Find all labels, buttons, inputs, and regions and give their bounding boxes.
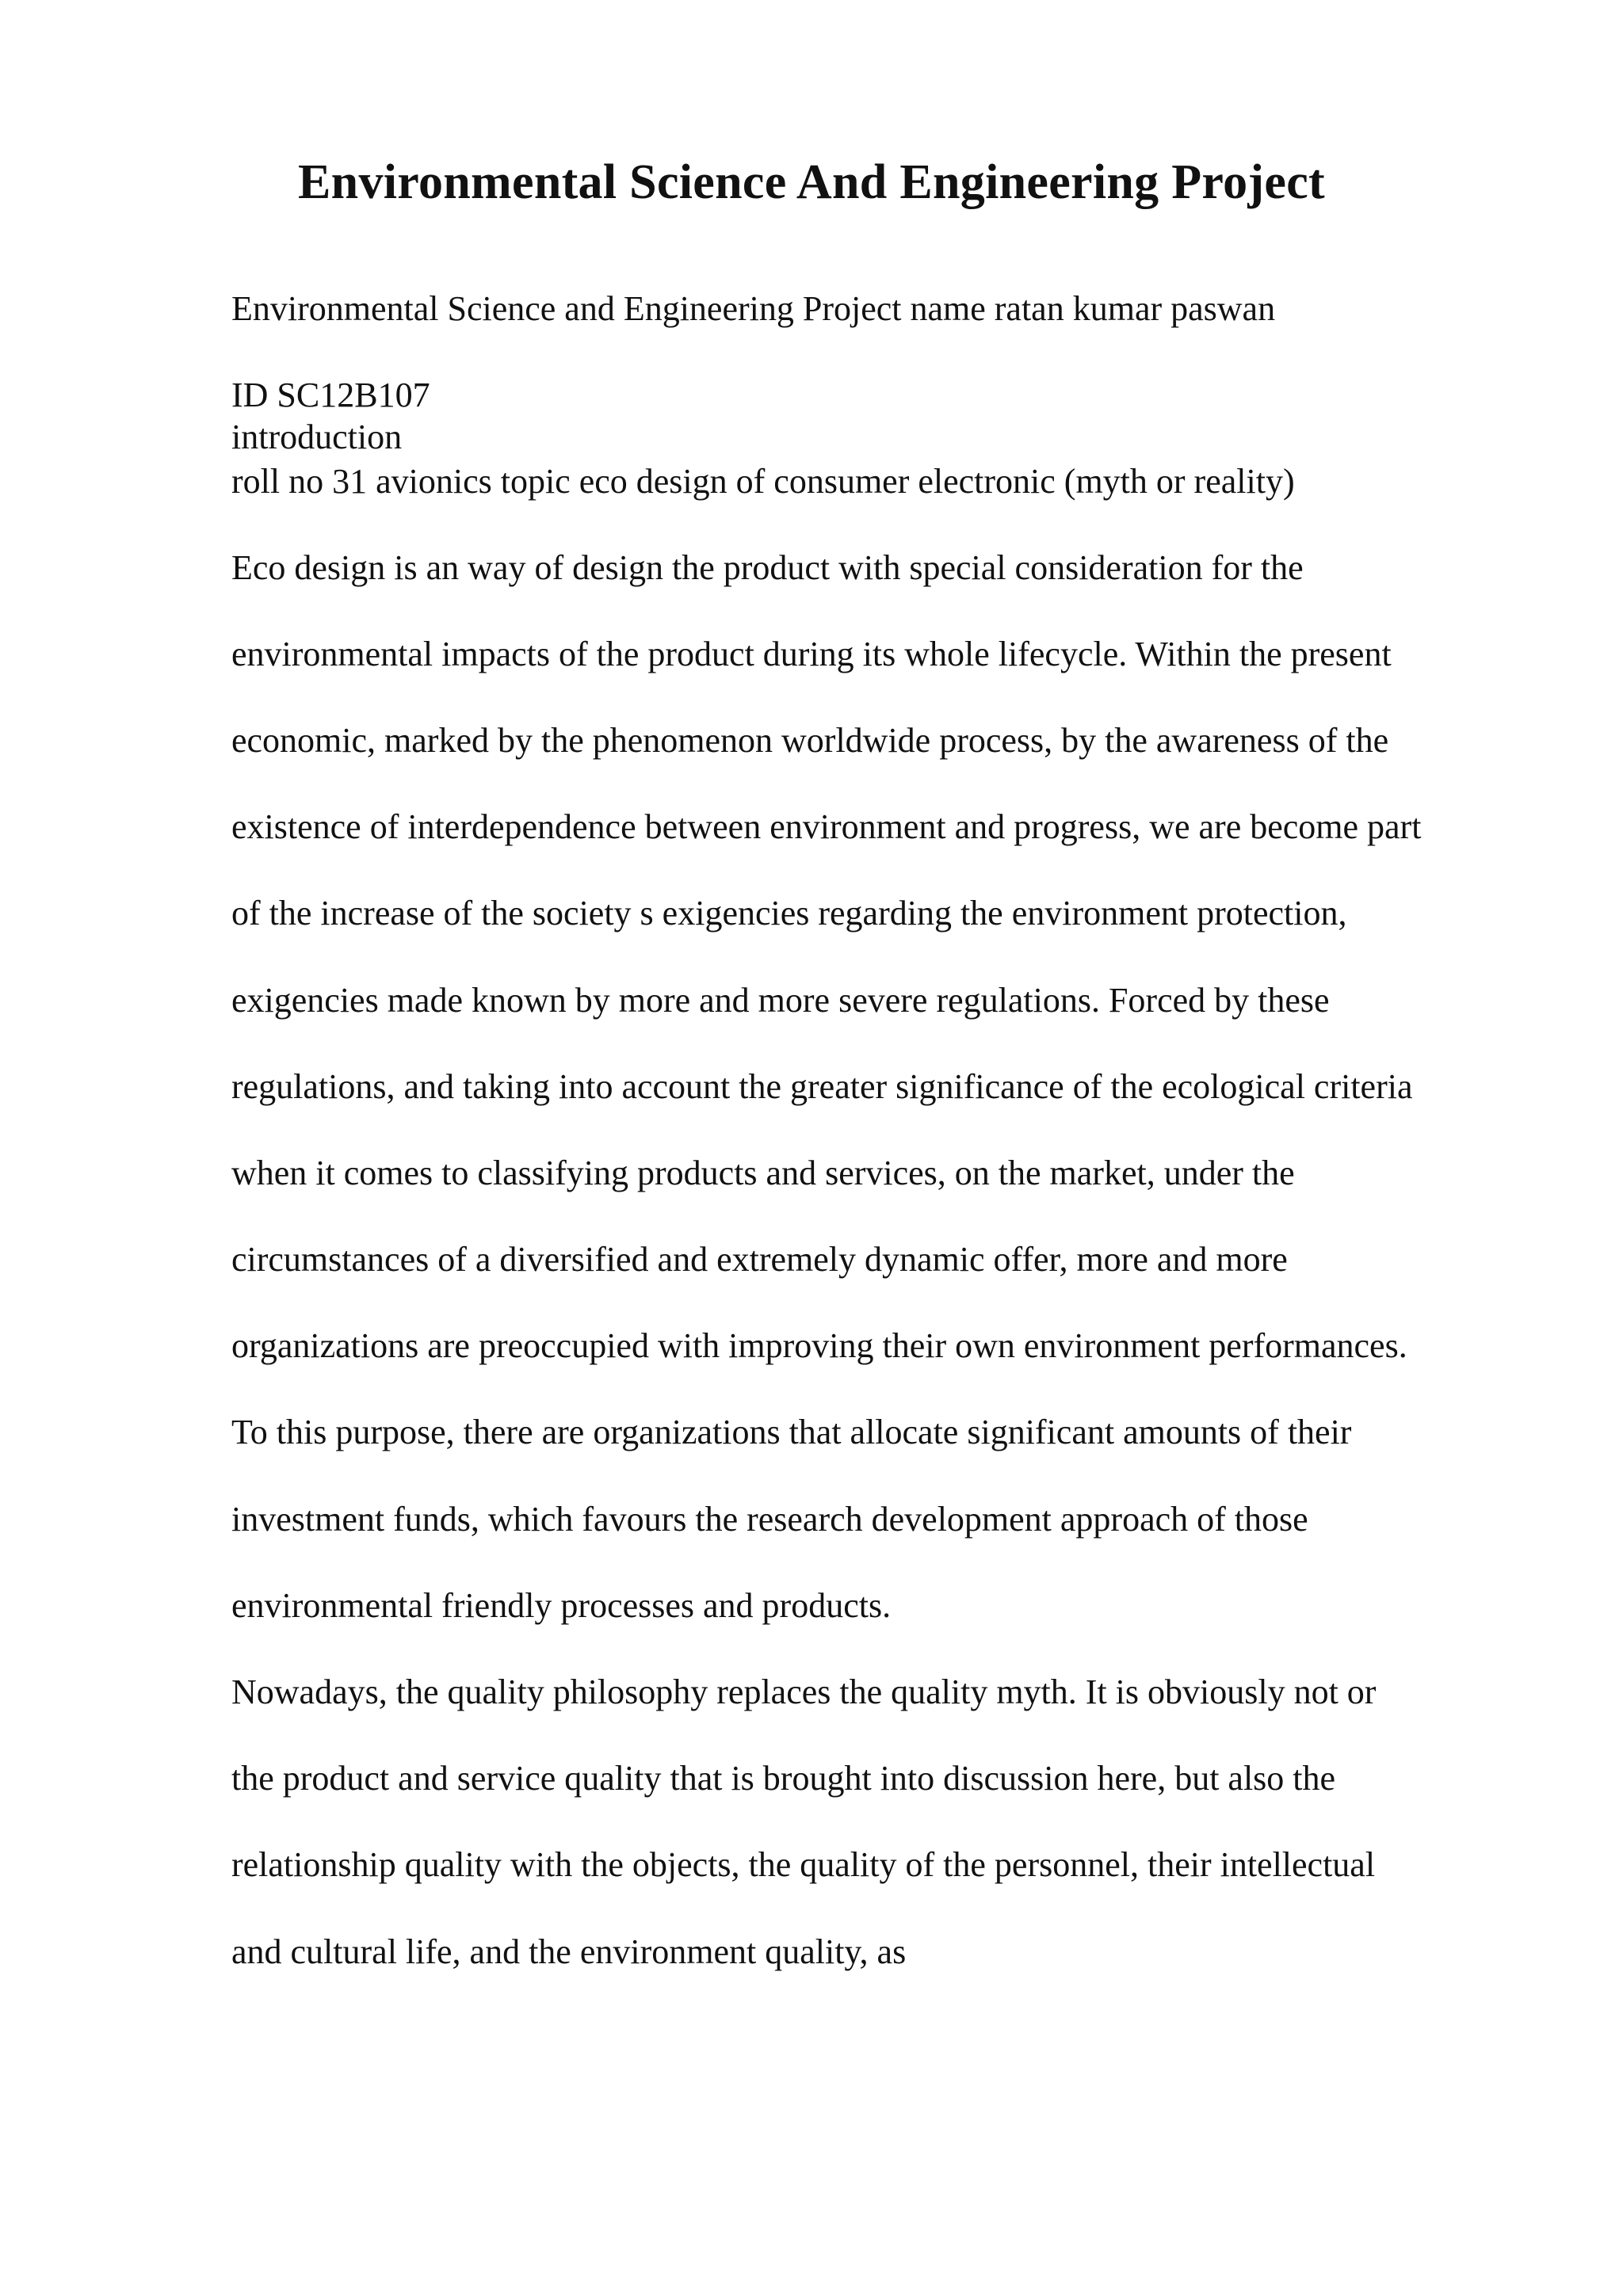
section-heading-introduction: introduction [231,418,403,456]
header-line-project-name: Environmental Science and Engineering Project name ratan kumar paswan [231,288,1276,328]
paragraph-line: existence of interdependence between environment and progress, we are become part [231,807,1422,847]
paragraph-line: when it comes to classifying products and services, on the market, under the [231,1153,1295,1192]
document-title: Environmental Science And Engineering Project [298,155,1325,209]
paragraph-line: Nowadays, the quality philosophy replaces the quality myth. It is obviously not or [231,1672,1377,1712]
introduction-paragraph [231,503,1515,2017]
paragraph-line: economic, marked by the phenomenon worldwide process, by the awareness of the [231,720,1389,760]
paragraph-line: and cultural life, and the environment quality, as [231,1932,907,1971]
paragraph-line: organizations are preoccupied with improving their own environment performances. [231,1326,1407,1366]
author-info-block [231,244,1515,547]
paragraph-line: Eco design is an way of design the product with special consideration for the [231,547,1304,587]
paragraph-line: exigencies made known by more and more severe regulations. Forced by these [231,980,1330,1020]
paragraph-line: To this purpose, there are organizations that allocate significant amounts of their [231,1413,1352,1452]
header-line-id: ID SC12B107 [231,375,430,414]
header-line-roll-topic: roll no 31 avionics topic eco design of consumer electronic (myth or reality) [231,461,1295,501]
paragraph-line: circumstances of a diversified and extremely dynamic offer, more and more [231,1240,1288,1280]
paragraph-line: environmental impacts of the product during its whole lifecycle. Within the present [231,634,1392,673]
paragraph-line: environmental friendly processes and products. [231,1585,892,1625]
paragraph-line: the product and service quality that is brought into discussion here, but also the [231,1759,1336,1798]
paragraph-line: of the increase of the society s exigencies regarding the environment protection, [231,894,1347,933]
paragraph-line: relationship quality with the objects, the quality of the personnel, their intellectual [231,1845,1376,1885]
paragraph-line: investment funds, which favours the research development approach of those [231,1499,1308,1539]
paragraph-line: regulations, and taking into account the greater significance of the ecological criteria [231,1066,1413,1106]
